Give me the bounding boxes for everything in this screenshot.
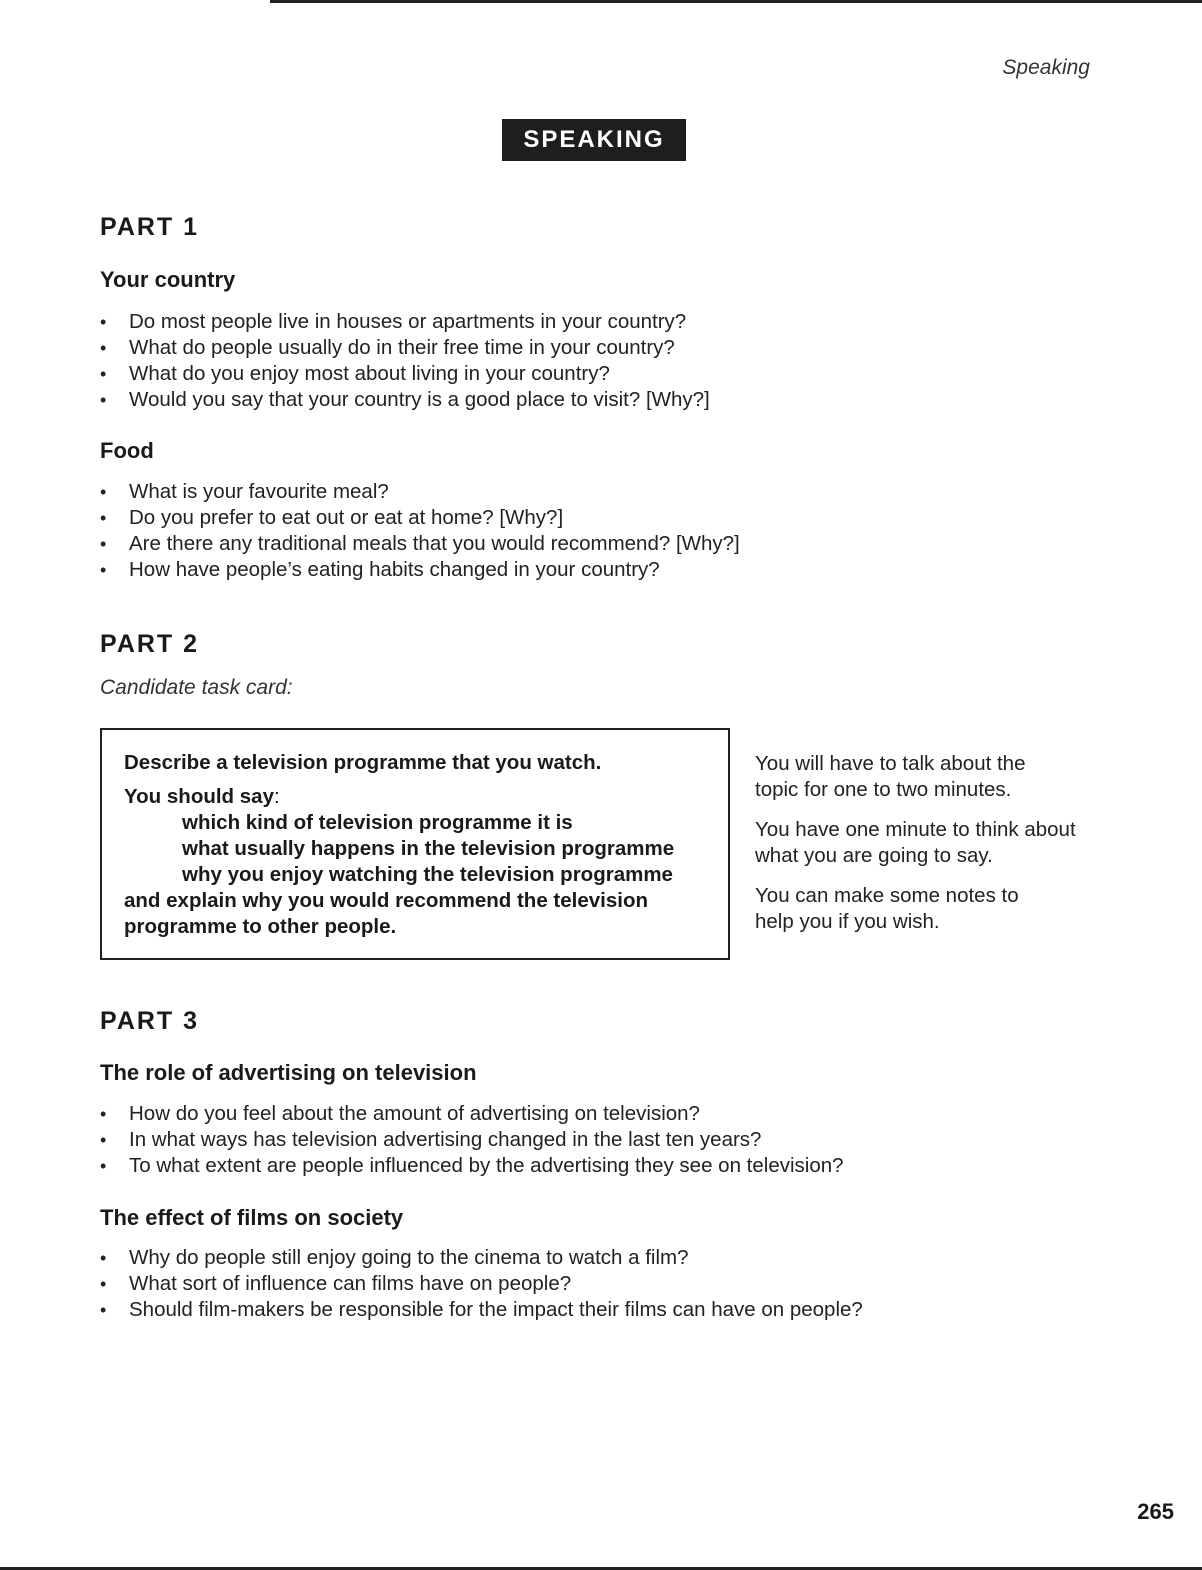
list-item: • How have people’s eating habits changed in your country? <box>100 557 740 583</box>
films-questions <box>100 1245 863 1323</box>
task-card-point: what usually happens in the television programme <box>182 837 675 860</box>
task-card-explain-line: programme to other people. <box>124 915 397 938</box>
section-banner: SPEAKING <box>502 119 686 161</box>
advertising-heading: The role of advertising on television <box>100 1060 477 1085</box>
instruction-paragraph: You have one minute to think about what you are going to say. <box>755 818 1076 867</box>
your-country-heading: Your country <box>100 267 236 292</box>
task-card-point: which kind of television programme it is <box>182 811 573 834</box>
instruction-paragraph: You can make some notes to help you if you wish. <box>755 884 1019 933</box>
page-number: 265 <box>1137 1499 1174 1524</box>
running-head: Speaking <box>1002 56 1090 79</box>
list-item: • In what ways has television advertising changed in the last ten years? <box>100 1127 844 1153</box>
films-heading: The effect of films on society <box>100 1205 404 1230</box>
task-card-point: why you enjoy watching the television programme <box>182 863 673 886</box>
list-item: • Why do people still enjoy going to the cinema to watch a film? <box>100 1245 863 1271</box>
task-card-content <box>124 750 674 940</box>
task-instructions <box>755 751 1085 949</box>
part-1-title: PART 1 <box>100 213 200 241</box>
list-item: • What do you enjoy most about living in your country? <box>100 361 710 387</box>
food-questions <box>100 479 740 583</box>
list-item: • Do most people live in houses or apartments in your country? <box>100 309 710 335</box>
should-say-label: You should say <box>124 785 274 808</box>
instruction-paragraph: You will have to talk about the topic for one to two minutes. <box>755 752 1026 801</box>
advertising-questions <box>100 1101 844 1179</box>
task-card-explain-line: and explain why you would recommend the television <box>124 889 648 912</box>
list-item: • How do you feel about the amount of advertising on television? <box>100 1101 844 1127</box>
food-heading: Food <box>100 438 154 463</box>
list-item: • To what extent are people influenced by the advertising they see on television? <box>100 1153 844 1179</box>
task-card-note: Candidate task card: <box>100 676 293 699</box>
list-item: • What is your favourite meal? <box>100 479 740 505</box>
list-item: • Should film-makers be responsible for the impact their films can have on people? <box>100 1297 863 1323</box>
list-item: • Would you say that your country is a good place to visit? [Why?] <box>100 387 710 413</box>
task-card-topic: Describe a television programme that you watch. <box>124 751 602 774</box>
list-item: • What do people usually do in their free time in your country? <box>100 335 710 361</box>
top-rule <box>270 0 1202 3</box>
should-say-colon: : <box>273 785 280 808</box>
list-item: • Are there any traditional meals that you would recommend? [Why?] <box>100 531 740 557</box>
list-item: • What sort of influence can films have on people? <box>100 1271 863 1297</box>
candidate-task-card <box>100 728 730 960</box>
task-card-prompt <box>124 784 674 810</box>
your-country-questions <box>100 309 710 413</box>
part-3-title: PART 3 <box>100 1007 200 1035</box>
part-2-title: PART 2 <box>100 630 200 658</box>
list-item: • Do you prefer to eat out or eat at home? [Why?] <box>100 505 740 531</box>
